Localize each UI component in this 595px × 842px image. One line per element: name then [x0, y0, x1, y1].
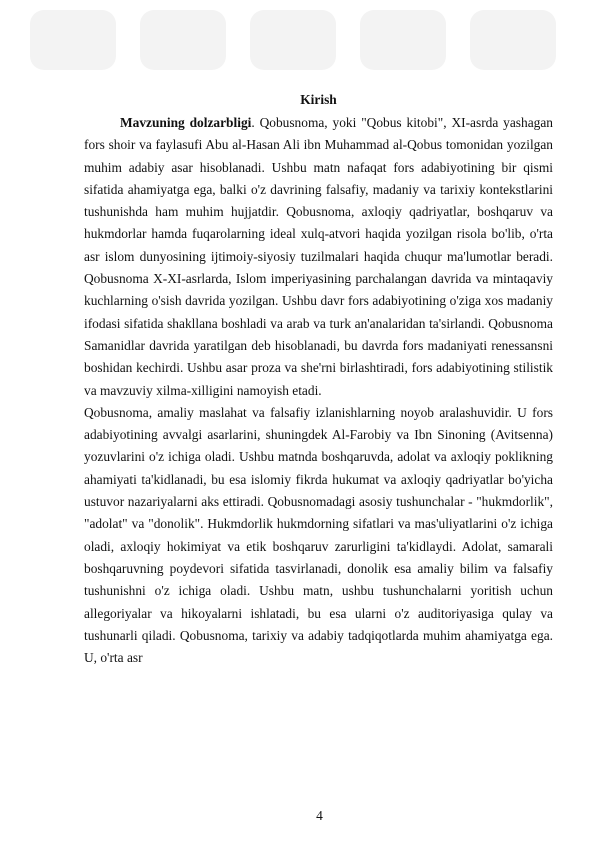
paragraph-body: . Qobusnoma, yoki "Qobus kitobi", XI-asrda yashagan fors shoir va faylasufi Abu al-Hasan Ali ibn Muhammad al-Qobus tomonidan yozilgan muhim adabiy asar hisoblanadi. Ushbu matn nafaqat fors adabiyotining bir qismi sifatida ahamiyatga ega, balki o'z davrining falsafiy, madaniy va tarixiy kontekstlarini tushunishda ham muhim hujjatdir. Qobusnoma, axloqiy qadriyatlar, boshqaruv va hukmdorlar hamda fuqarolarning ideal xulq-atvori haqida yozilgan risola bo'lib, o'rta asr islom dunyosining ijtimoiy-siyosiy tuzilmalari haqida chuqur ma'lumotlar beradi. Qobusnoma X-XI-asrlarda, Islom imperiyasining parchalangan davrida va mintaqaviy kuchlarning o'sish davrida yozilgan. Ushbu davr fors adabiyotining o'ziga xos madaniy ifodasi sifatida shakllana boshladi va arab va turk an'analaridan ta'sirlandi. Qobusnoma Samanidlar davrida yaratilgan deb hisoblanadi, bu davrda fors madaniyati renessansni boshidan kechirdi. Ushbu asar proza va she'rni birlashtiradi, fors adabiyotining stilistik va mavzuviy xilma-xilligini namoyish etadi. [84, 115, 553, 398]
document-page [84, 88, 553, 669]
paragraph-qobusnoma: Qobusnoma, amaliy maslahat va falsafiy izlanishlarning noyob aralashuvidir. U fors adabiyotining avvalgi asarlarini, shuningdek Al-Farobiy va Ibn Sinoning (Avitsenna) yozuvlarini o'z ichiga oladi. Ushbu matnda boshqaruvda, adolat va axloqiy poklikning ahamiyati ta'kidlanadi, bu esa islomiy fikrda hukumat va axloqiy qadriyatlar bo'yicha ustuvor nazariyalarni aks ettiradi. Qobusnomadagi asosiy tushunchalar - "hukmdorlik", "adolat" va "donolik". Hukmdorlik hukmdorning sifatlari va mas'uliyatlarini o'z ichiga oladi, axloqiy hokimiyat va etik boshqaruv zarurligini ta'kidlaydi. Adolat, samarali boshqaruvning poydevori sifatida tasvirlanadi, donolik esa amaliy bilim va falsafiy tushunishni o'z ichiga oladi. Ushbu matn, ushbu tushunchalarni yoritish uchun allegoriyalar va hikoyalarni ishlatadi, bu esa ularni o'z auditoriyasiga qulay va tushunarli qiladi. Qobusnoma, tarixiy va adabiy tadqiqotlarda muhim ahamiyatga ega. U, o'rta asr [84, 404, 553, 666]
document-title: Kirish [300, 92, 337, 107]
paragraph-lead: Mavzuning dolzarbligi [120, 115, 252, 130]
paragraph-relevance [84, 112, 553, 402]
page-number: 4 [316, 808, 323, 823]
